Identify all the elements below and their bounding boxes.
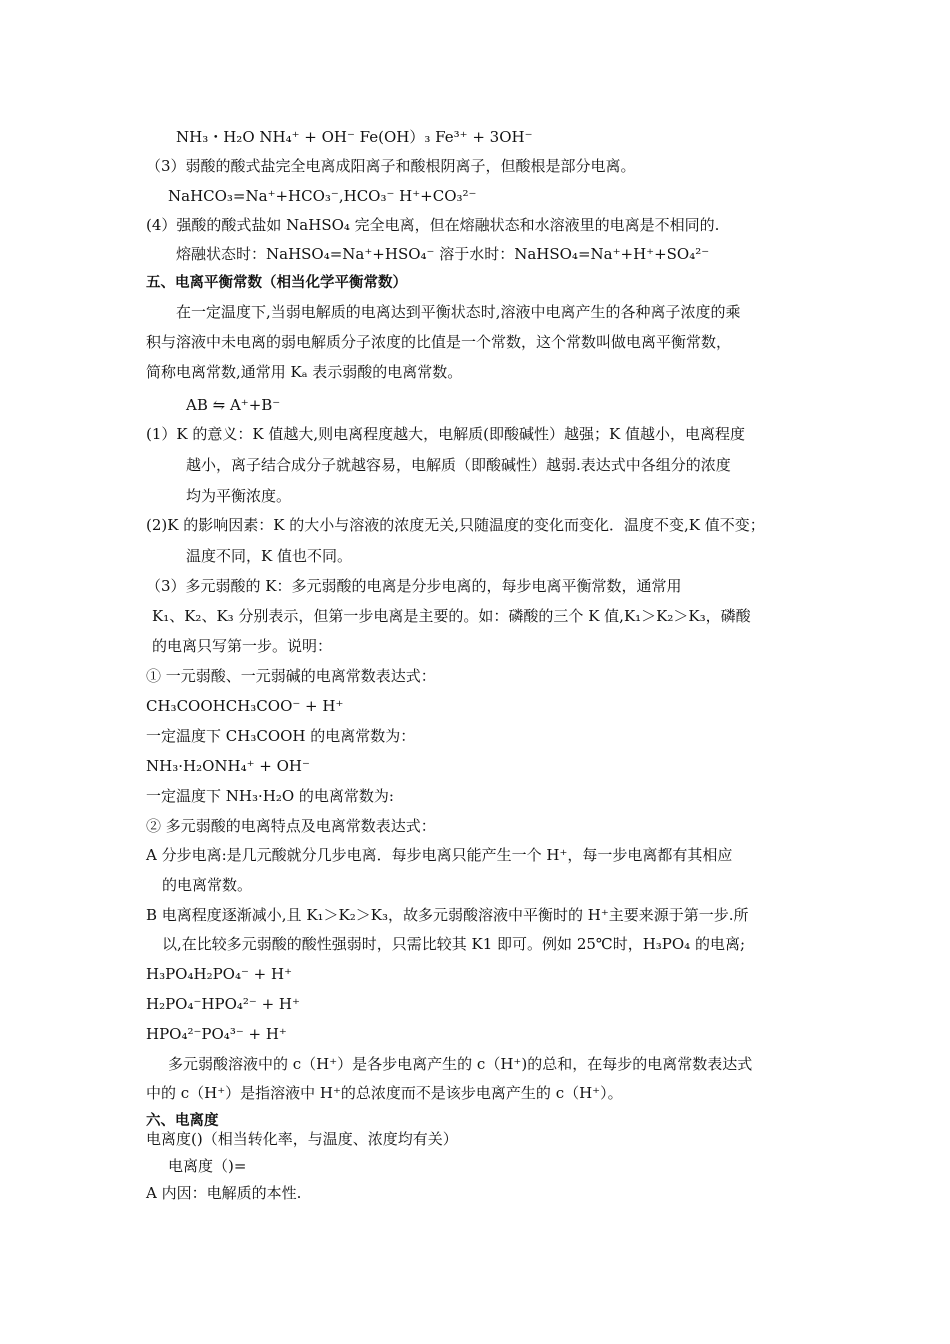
point-4-strong-acid-salt: (4）强酸的酸式盐如 NaHSO₄ 完全电离，但在熔融状态和水溶液里的电离是不相同的.	[146, 216, 720, 234]
ionization-degree-formula: 电离度（)=	[168, 1157, 247, 1175]
nahco3-equation: NaHCO₃=Na⁺+HCO₃⁻,HCO₃⁻ H⁺+CO₃²⁻	[168, 187, 477, 205]
k-factors-line-2: 温度不同，K 值也不同。	[186, 547, 352, 565]
point-b-line-2: 以,在比较多元弱酸的酸性强弱时，只需比较其 K1 即可。例如 25℃时，H₃PO₄ 的电离;	[162, 935, 746, 953]
ionization-degree-definition: 电离度()（相当转化率，与温度、浓度均有关）	[146, 1130, 458, 1148]
polyprotic-k-line-2: K₁、K₂、K₃ 分别表示，但第一步电离是主要的。如：磷酸的三个 K 值,K₁＞K₂＞K₃，磷酸	[152, 607, 751, 625]
polyprotic-k-line-3: 的电离只写第一步。说明：	[152, 637, 333, 655]
concentration-note-line-2: 中的 c（H⁺）是指溶液中 H⁺的总浓度而不是该步电离产生的 c（H⁺）。	[146, 1084, 623, 1102]
acetic-acid-equation: CH₃COOHCH₃COO⁻ + H⁺	[146, 697, 344, 715]
k-factors-line-1: (2)K 的影响因素：K 的大小与溶液的浓度无关,只随温度的变化而变化．温度不变,K 值不变；	[146, 516, 765, 534]
k-meaning-line-3: 均为平衡浓度。	[186, 487, 292, 505]
phosphoric-step-1: H₃PO₄H₂PO₄⁻ + H⁺	[146, 965, 293, 983]
ammonia-constant-text: 一定温度下 NH₃·H₂O 的电离常数为:	[146, 787, 394, 805]
phosphoric-step-2: H₂PO₄⁻HPO₄²⁻ + H⁺	[146, 995, 300, 1013]
paragraph-line-3: 简称电离常数,通常用 Kₐ 表示弱酸的电离常数。	[146, 363, 463, 381]
point-b-line-1: B 电离程度逐渐减小,且 K₁＞K₂＞K₃，故多元弱酸溶液中平衡时的 H⁺主要来源于第一步.所	[146, 906, 749, 924]
section-5-heading: 五、电离平衡常数（相当化学平衡常数）	[146, 275, 407, 291]
point-a-line-2: 的电离常数。	[162, 876, 253, 894]
ab-equilibrium-equation: AB ⇋ A⁺+B⁻	[186, 396, 281, 414]
polyprotic-k-line-1: （3）多元弱酸的 K：多元弱酸的电离是分步电离的，每步电离平衡常数，通常用	[146, 577, 682, 595]
section-6-heading: 六、电离度	[146, 1113, 219, 1129]
k-meaning-line-1: (1）K 的意义：K 值越大,则电离程度越大，电解质(即酸碱性）越强；K 值越小，电离程度	[146, 425, 745, 443]
paragraph-line-2: 积与溶液中未电离的弱电解质分子浓度的比值是一个常数，这个常数叫做电离平衡常数，	[146, 333, 732, 351]
paragraph-line-1: 在一定温度下,当弱电解质的电离达到平衡状态时,溶液中电离产生的各种离子浓度的乘	[176, 303, 741, 321]
note-1: ① 一元弱酸、一元弱碱的电离常数表达式：	[146, 667, 436, 685]
acetic-acid-constant-text: 一定温度下 CH₃COOH 的电离常数为：	[146, 727, 416, 745]
note-2: ② 多元弱酸的电离特点及电离常数表达式：	[146, 817, 436, 835]
concentration-note-line-1: 多元弱酸溶液中的 c（H⁺）是各步电离产生的 c（H⁺)的总和，在每步的电离常数表达式	[168, 1055, 753, 1073]
k-meaning-line-2: 越小，离子结合成分子就越容易，电解质（即酸碱性）越弱.表达式中各组分的浓度	[186, 456, 731, 474]
ammonia-equation: NH₃·H₂ONH₄⁺ + OH⁻	[146, 757, 310, 775]
point-a-line-1: A 分步电离:是几元酸就分几步电离．每步电离只能产生一个 H⁺，每一步电离都有其相应	[146, 846, 733, 864]
phosphoric-step-3: HPO₄²⁻PO₄³⁻ + H⁺	[146, 1025, 287, 1043]
internal-factor-line: A 内因：电解质的本性.	[146, 1184, 302, 1202]
point-3-acid-salt: （3）弱酸的酸式盐完全电离成阳离子和酸根阴离子，但酸根是部分电离。	[146, 157, 636, 175]
ionization-equations-line: NH₃・H₂O NH₄⁺ + OH⁻ Fe(OH）₃ Fe³⁺ + 3OH⁻	[176, 128, 533, 146]
nahso4-equations: 熔融状态时：NaHSO₄=Na⁺+HSO₄⁻ 溶于水时：NaHSO₄=Na⁺+H⁺+SO₄²⁻	[176, 245, 710, 263]
